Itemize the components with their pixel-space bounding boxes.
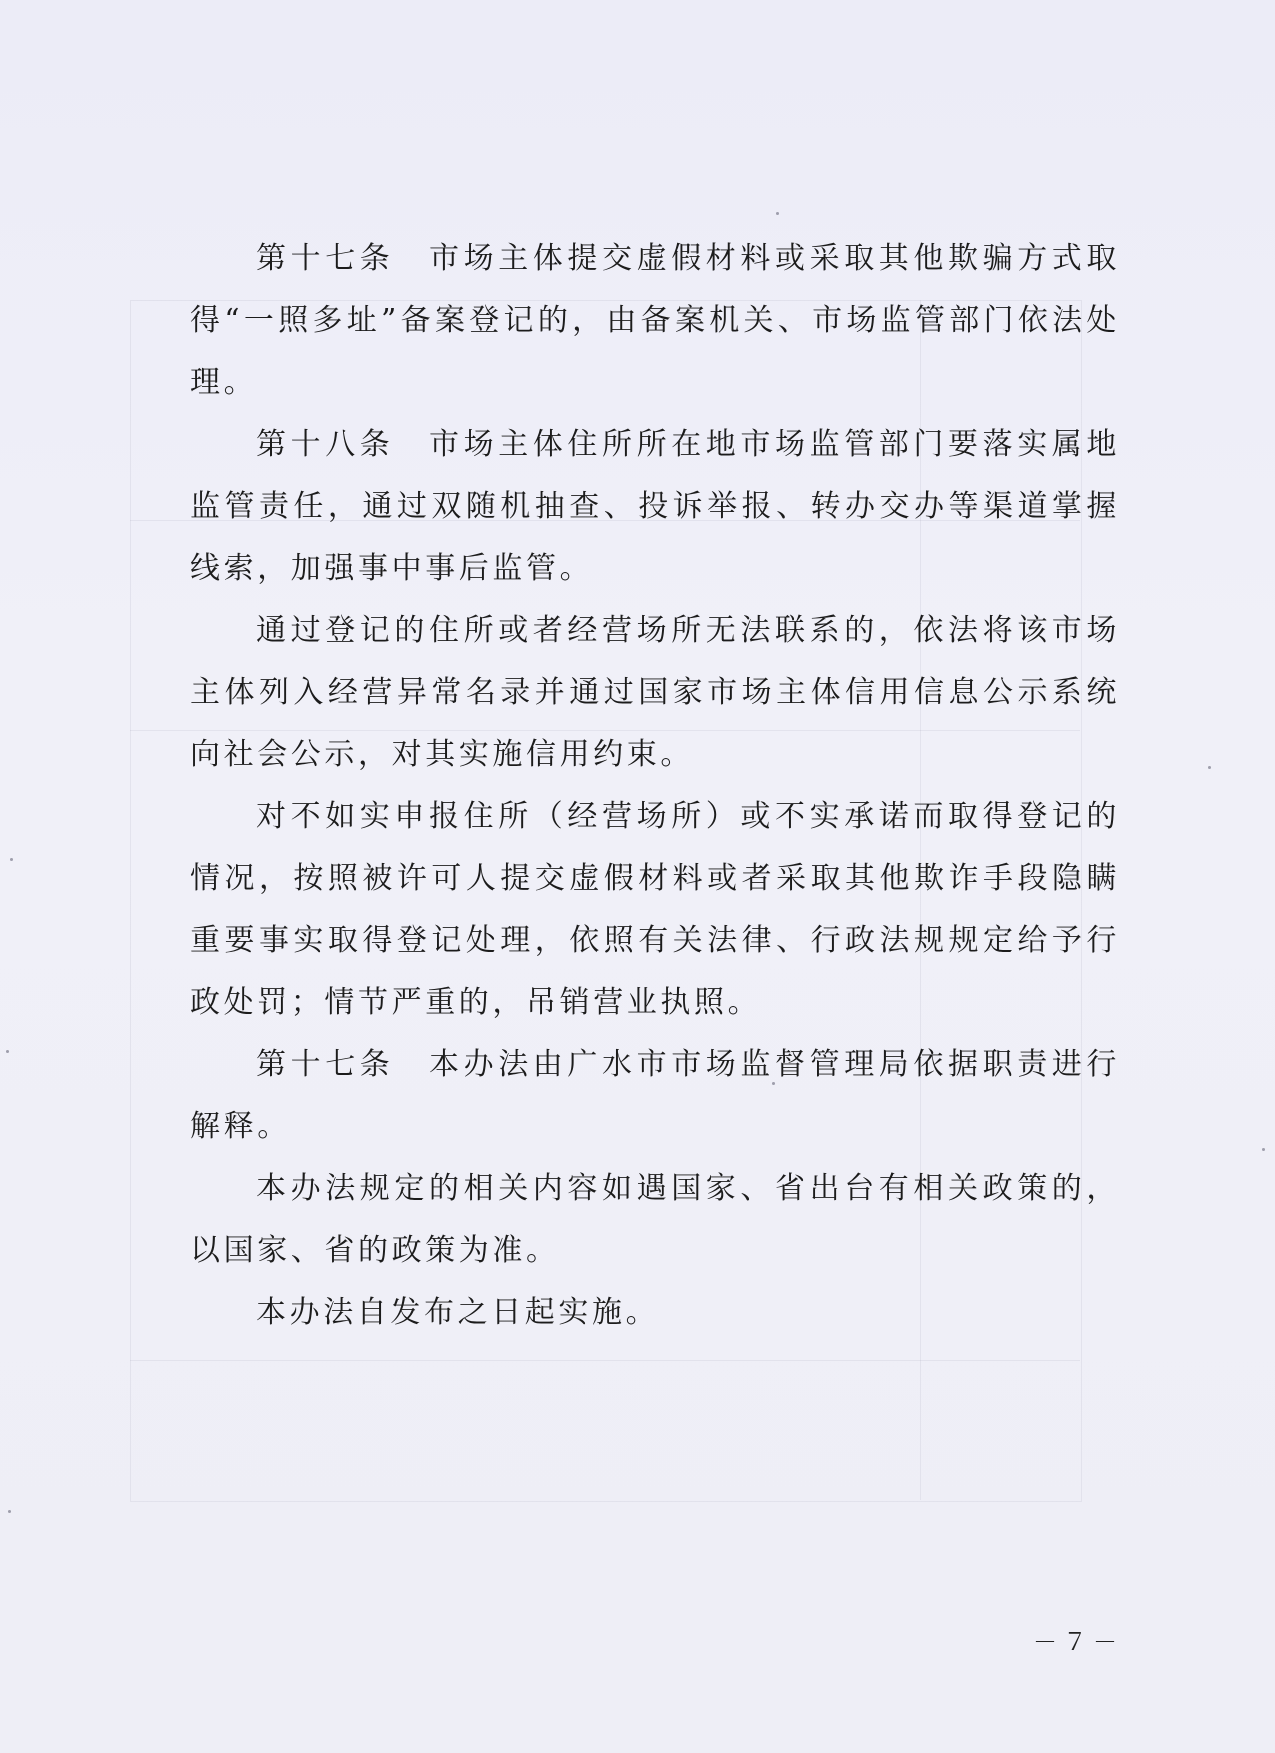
paragraph-abnormal-list: 通过登记的住所或者经营场所无法联系的，依法将该市场主体列入经营异常名录并通过国家市场主体信用信息公示系统向社会公示，对其实施信用约束。: [190, 613, 1120, 772]
show-through-line: [130, 1360, 1080, 1361]
paragraph-article-18: 第十八条 市场主体住所所在地市场监管部门要落实属地监管责任，通过双随机抽查、投诉举报、转办交办等渠道掌握线索，加强事中事后监管。: [190, 427, 1120, 586]
paragraph-interpretation: 第十七条 本办法由广水市市场监督管理局依据职责进行解释。: [190, 1047, 1120, 1144]
paragraph-penalty: 对不如实申报住所（经营场所）或不实承诺而取得登记的情况，按照被许可人提交虚假材料或者采取其他欺诈手段隐瞒重要事实取得登记处理，依照有关法律、行政法规规定给予行政处罚；情节严重的，吊销营业执照。: [190, 799, 1120, 1020]
scan-speck: [8, 1510, 11, 1513]
scan-speck: [1208, 766, 1211, 769]
paragraph-policy-precedence: 本办法规定的相关内容如遇国家、省出台有相关政策的，以国家、省的政策为准。: [190, 1171, 1120, 1268]
paragraph-effective-date: 本办法自发布之日起实施。: [256, 1295, 660, 1330]
paragraph-article-17: 第十七条 市场主体提交虚假材料或采取其他欺骗方式取得“一照多址”备案登记的，由备案机关、市场监管部门依法处理。: [190, 241, 1120, 400]
scan-speck: [6, 1050, 9, 1053]
scan-speck: [1262, 1148, 1265, 1151]
scan-speck: [10, 858, 13, 861]
page-number: －７－: [1033, 1628, 1123, 1656]
body-text: [190, 228, 1120, 1344]
scan-speck: [776, 212, 779, 215]
